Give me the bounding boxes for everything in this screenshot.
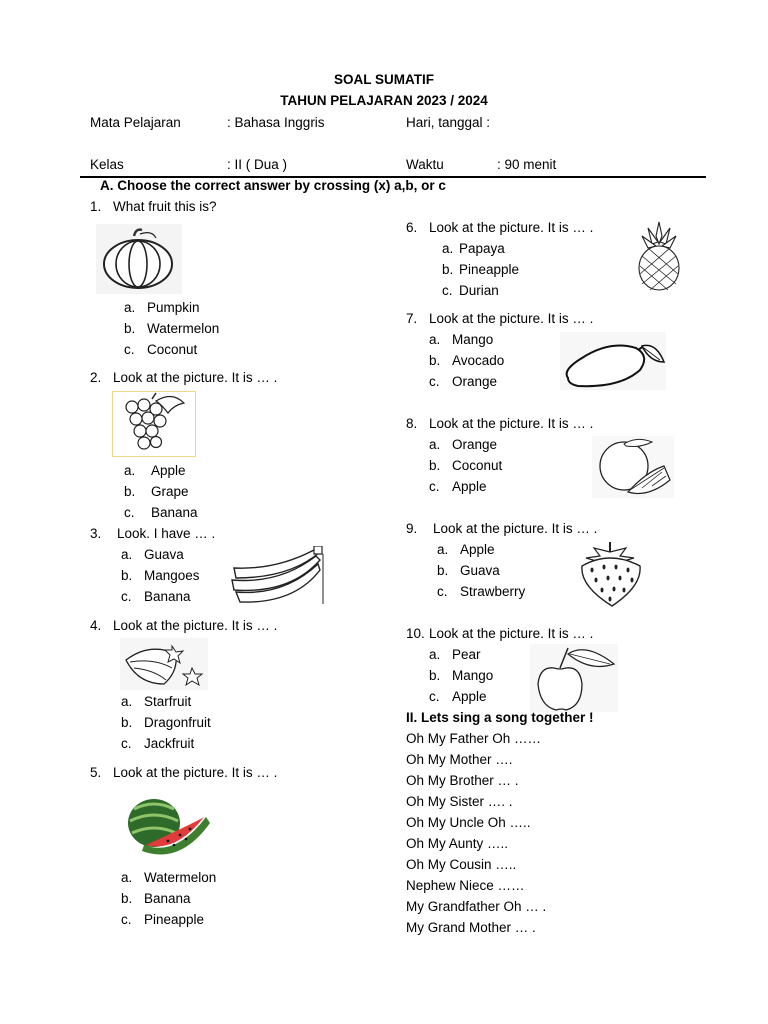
song-line: Oh My Cousin …..: [406, 857, 517, 872]
strawberry-image: [576, 540, 646, 608]
option-text[interactable]: Apple: [151, 463, 186, 478]
option-letter: c.: [429, 479, 440, 494]
pumpkin-image: [96, 224, 182, 294]
option-letter: c.: [442, 283, 453, 298]
song-line: My Grand Mother … .: [406, 920, 536, 935]
option-text[interactable]: Starfruit: [144, 694, 192, 709]
song-line: My Grandfather Oh … .: [406, 899, 547, 914]
school-year: TAHUN PELAJARAN 2023 / 2024: [280, 93, 488, 108]
option-letter: c.: [437, 584, 448, 599]
time-value: : 90 menit: [497, 157, 557, 172]
song-line: Oh My Father Oh ……: [406, 731, 542, 746]
song-line: Oh My Sister …. .: [406, 794, 513, 809]
option-text[interactable]: Watermelon: [144, 870, 217, 885]
option-text[interactable]: Banana: [144, 891, 191, 906]
question-number: 5.: [90, 765, 102, 780]
option-letter: a.: [429, 332, 441, 347]
class-label: Kelas: [90, 157, 124, 172]
option-letter: b.: [121, 715, 133, 730]
question-number: 3.: [90, 526, 102, 541]
question-number: 1.: [90, 199, 102, 214]
document-title: SOAL SUMATIF: [334, 72, 434, 87]
song-line: Oh My Aunty …..: [406, 836, 509, 851]
option-letter: b.: [121, 891, 133, 906]
section-a-instruction: A. Choose the correct answer by crossing (x) a,b, or c: [100, 178, 446, 193]
question-text: What fruit this is?: [113, 199, 217, 214]
option-letter: b.: [429, 353, 441, 368]
song-line: Nephew Niece ……: [406, 878, 525, 893]
option-text[interactable]: Jackfruit: [144, 736, 195, 751]
option-text[interactable]: Banana: [151, 505, 198, 520]
option-text[interactable]: Apple: [452, 689, 487, 704]
option-text[interactable]: Pear: [452, 647, 481, 662]
option-text[interactable]: Apple: [460, 542, 495, 557]
option-text[interactable]: Watermelon: [147, 321, 220, 336]
question-number: 8.: [406, 416, 418, 431]
option-letter: b.: [437, 563, 449, 578]
option-text[interactable]: Avocado: [452, 353, 505, 368]
option-letter: a.: [121, 870, 133, 885]
day-date-label: Hari, tanggal :: [406, 115, 491, 130]
pineapple-image: [632, 220, 686, 292]
subject-label: Mata Pelajaran: [90, 115, 181, 130]
song-line: Oh My Mother ….: [406, 752, 513, 767]
question-text: Look at the picture. It is … .: [113, 618, 278, 633]
option-text[interactable]: Apple: [452, 479, 487, 494]
question-number: 2.: [90, 370, 102, 385]
question-number: 10.: [406, 626, 425, 641]
apple-image: [530, 644, 618, 712]
orange-image: [592, 436, 674, 498]
option-text[interactable]: Pumpkin: [147, 300, 200, 315]
option-letter: c.: [121, 912, 132, 927]
option-text[interactable]: Guava: [144, 547, 184, 562]
option-letter: a.: [124, 300, 136, 315]
question-text: Look at the picture. It is … .: [429, 220, 594, 235]
song-line: Oh My Uncle Oh …..: [406, 815, 531, 830]
class-value: : II ( Dua ): [227, 157, 288, 172]
starfruit-image: [120, 638, 208, 690]
option-text[interactable]: Banana: [144, 589, 191, 604]
song-line: Oh My Brother … .: [406, 773, 519, 788]
option-text[interactable]: Coconut: [147, 342, 198, 357]
option-letter: c.: [121, 589, 132, 604]
question-number: 7.: [406, 311, 418, 326]
question-number: 6.: [406, 220, 418, 235]
option-letter: a.: [124, 463, 136, 478]
option-letter: a.: [121, 547, 133, 562]
question-text: Look at the picture. It is … .: [113, 370, 278, 385]
option-letter: c.: [124, 342, 135, 357]
option-letter: a.: [437, 542, 449, 557]
question-number: 9.: [406, 521, 418, 536]
option-text[interactable]: Pineapple: [144, 912, 205, 927]
time-label: Waktu: [406, 157, 444, 172]
option-letter: b.: [429, 668, 441, 683]
question-text: Look at the picture. It is … .: [429, 311, 594, 326]
option-letter: a.: [121, 694, 133, 709]
question-text: Look at the picture. It is … .: [429, 416, 594, 431]
option-text[interactable]: Mango: [452, 668, 494, 683]
option-text[interactable]: Orange: [452, 374, 498, 389]
option-letter: b.: [429, 458, 441, 473]
section-b-title: II. Lets sing a song together !: [406, 710, 594, 725]
option-text[interactable]: Mangoes: [144, 568, 200, 583]
option-letter: a.: [429, 647, 441, 662]
option-text[interactable]: Mango: [452, 332, 494, 347]
option-text[interactable]: Dragonfruit: [144, 715, 211, 730]
subject-value: : Bahasa Inggris: [227, 115, 325, 130]
option-letter: c.: [121, 736, 132, 751]
option-letter: c.: [429, 374, 440, 389]
question-text: Look at the picture. It is … .: [429, 626, 594, 641]
option-text[interactable]: Orange: [452, 437, 498, 452]
option-text[interactable]: Coconut: [452, 458, 503, 473]
option-letter: b.: [442, 262, 454, 277]
option-text[interactable]: Strawberry: [460, 584, 526, 599]
option-text[interactable]: Pineapple: [459, 262, 520, 277]
option-letter: a.: [442, 241, 454, 256]
option-letter: a.: [429, 437, 441, 452]
question-text: Look at the picture. It is … .: [113, 765, 278, 780]
option-text[interactable]: Durian: [459, 283, 499, 298]
banana-image: [230, 546, 324, 604]
mango-image: [560, 332, 666, 390]
option-letter: b.: [121, 568, 133, 583]
option-letter: b.: [124, 321, 136, 336]
option-letter: b.: [124, 484, 136, 499]
option-text[interactable]: Grape: [151, 484, 189, 499]
grape-image: [112, 391, 196, 457]
option-letter: c.: [429, 689, 440, 704]
watermelon-image: [124, 795, 210, 859]
option-text[interactable]: Guava: [460, 563, 500, 578]
question-text: Look. I have … .: [117, 526, 216, 541]
question-number: 4.: [90, 618, 102, 633]
option-text[interactable]: Papaya: [459, 241, 505, 256]
option-letter: c.: [124, 505, 135, 520]
question-text: Look at the picture. It is … .: [433, 521, 598, 536]
